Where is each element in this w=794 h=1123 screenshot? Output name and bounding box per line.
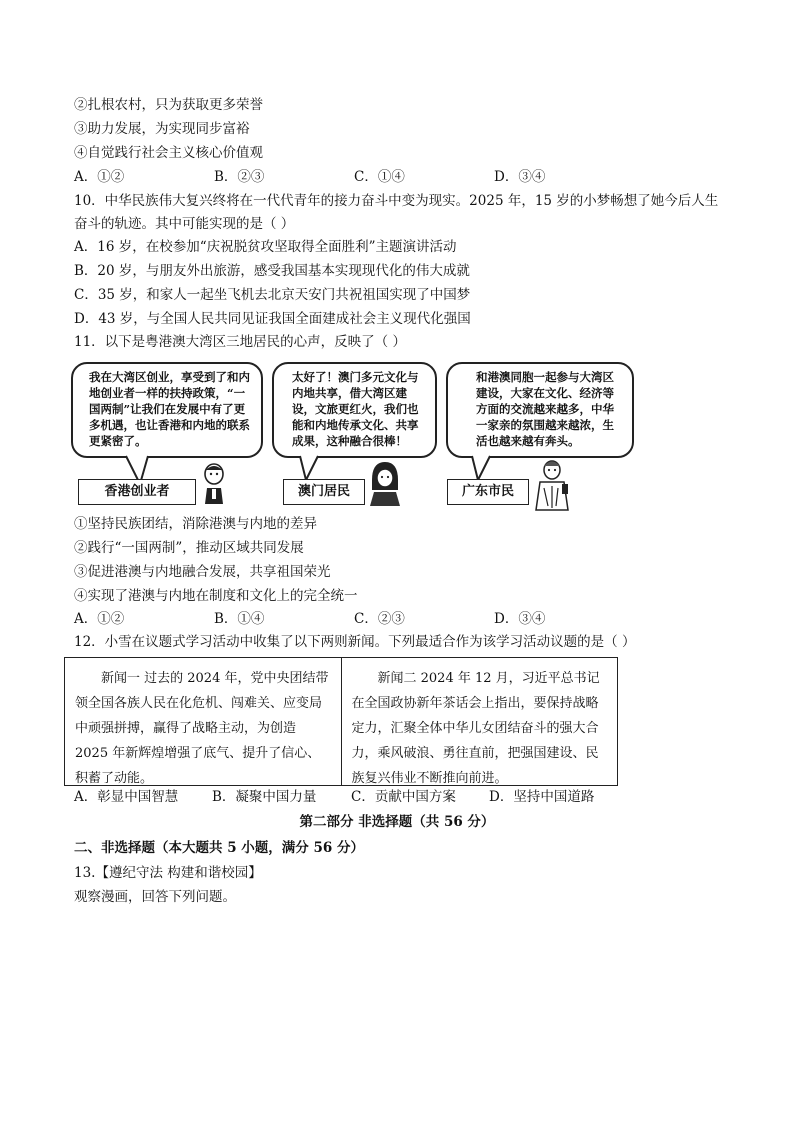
q10-option-d: D．43 岁，与全国人民共同见证我国全面建成社会主义现代化强国 bbox=[74, 311, 471, 327]
q11-stem: 11．以下是粤港澳大湾区三地居民的心声，反映了（ ） bbox=[74, 334, 406, 350]
q11-item-4: ④实现了港澳与内地在制度和文化上的完全统一 bbox=[74, 588, 358, 604]
q9-option-d: D．③④ bbox=[494, 169, 546, 185]
q11-option-b: B．①④ bbox=[214, 611, 265, 627]
q10-option-c: C．35 岁，和家人一起坐飞机去北京天安门共祝祖国实现了中国梦 bbox=[74, 287, 471, 303]
hk-person-icon bbox=[199, 462, 229, 506]
q10-option-b: B．20 岁，与朋友外出旅游，感受我国基本实现现代化的伟大成就 bbox=[74, 263, 470, 279]
gd-person-icon bbox=[532, 458, 572, 512]
q9-item-4: ④自觉践行社会主义核心价值观 bbox=[74, 145, 263, 161]
part2-title: 第二部分 非选择题（共 56 分） bbox=[299, 814, 495, 830]
label-macao: 澳门居民 bbox=[283, 479, 365, 505]
part2-section-heading: 二、非选择题（本大题共 5 小题，满分 56 分） bbox=[74, 840, 364, 856]
q11-item-1: ①坚持民族团结，消除港澳与内地的差异 bbox=[74, 516, 317, 532]
speech-bubble-macao: 太好了！澳门多元文化与内地共享，借大湾区建设，文旅更红火，我们也能和内地传承文化、共享成果，这种融合很棒！ bbox=[272, 362, 437, 458]
q13-title: 13.【遵纪守法 构建和谐校园】 bbox=[74, 865, 262, 881]
q11-option-c: C．②③ bbox=[354, 611, 405, 627]
q9-options bbox=[74, 168, 634, 186]
q9-option-c: C．①④ bbox=[354, 169, 405, 185]
q12-news-2: 新闻二 2024 年 12 月，习近平总书记在全国政协新年茶话会上指出，要保持战略定力，汇聚全体中华儿女团结奋斗的强大合力，乘风破浪、勇往直前，把强国建设、民族复兴伟业不断推向前进。 bbox=[341, 658, 618, 785]
label-hk: 香港创业者 bbox=[78, 479, 196, 505]
q10-stem-line1: 10．中华民族伟大复兴终将在一代代青年的接力奋斗中变为现实。2025 年，15 岁的小梦畅想了她今后人生 bbox=[74, 193, 719, 209]
macao-person-icon bbox=[368, 460, 402, 508]
q12-option-a: A．彰显中国智慧 bbox=[74, 789, 179, 805]
q12-stem: 12．小雪在议题式学习活动中收集了以下两则新闻。下列最适合作为该学习活动议题的是（ ） bbox=[74, 634, 636, 650]
q13-prompt: 观察漫画，回答下列问题。 bbox=[74, 889, 236, 905]
q12-option-b: B．凝聚中国力量 bbox=[212, 789, 317, 805]
q12-options bbox=[74, 788, 634, 806]
q10-stem-line2: 奋斗的轨迹。其中可能实现的是（ ） bbox=[74, 216, 295, 232]
speech-bubble-hk: 我在大湾区创业，享受到了和内地创业者一样的扶持政策，“一国两制”让我们在发展中有了更多机遇，也让香港和内地的联系更紧密了。 bbox=[71, 362, 263, 458]
q9-option-b: B．②③ bbox=[214, 169, 265, 185]
q9-item-3: ③助力发展，为实现同步富裕 bbox=[74, 121, 250, 137]
q10-option-a: A．16 岁，在校参加“庆祝脱贫攻坚取得全面胜利”主题演讲活动 bbox=[74, 239, 457, 255]
speech-tail-gd bbox=[468, 454, 498, 482]
q9-option-a: A．①② bbox=[74, 169, 125, 185]
q11-item-2: ②践行“一国两制”，推动区域共同发展 bbox=[74, 540, 304, 556]
speech-bubble-gd: 和港澳同胞一起参与大湾区建设，大家在文化、经济等方面的交流越来越多，中华一家亲的氛围越来越浓，生活也越来越有奔头。 bbox=[446, 362, 634, 458]
q12-option-d: D．坚持中国道路 bbox=[489, 789, 595, 805]
q12-option-c: C．贡献中国方案 bbox=[351, 789, 456, 805]
speech-tail-macao bbox=[296, 454, 326, 482]
q11-options bbox=[74, 610, 634, 628]
q11-option-a: A．①② bbox=[74, 611, 125, 627]
q11-option-d: D．③④ bbox=[494, 611, 546, 627]
q9-item-2: ②扎根农村，只为获取更多荣誉 bbox=[74, 97, 263, 113]
q11-item-3: ③促进港澳与内地融合发展，共享祖国荣光 bbox=[74, 564, 331, 580]
q12-news-1: 新闻一 过去的 2024 年，党中央团结带领全国各族人民在化危机、闯难关、应变局中顽强拼搏，赢得了战略主动，为创造 2025 年新辉煌增强了底气、提升了信心、积蓄了动能。 bbox=[75, 671, 329, 786]
label-gd: 广东市民 bbox=[447, 479, 529, 505]
q12-news-table bbox=[64, 657, 618, 786]
